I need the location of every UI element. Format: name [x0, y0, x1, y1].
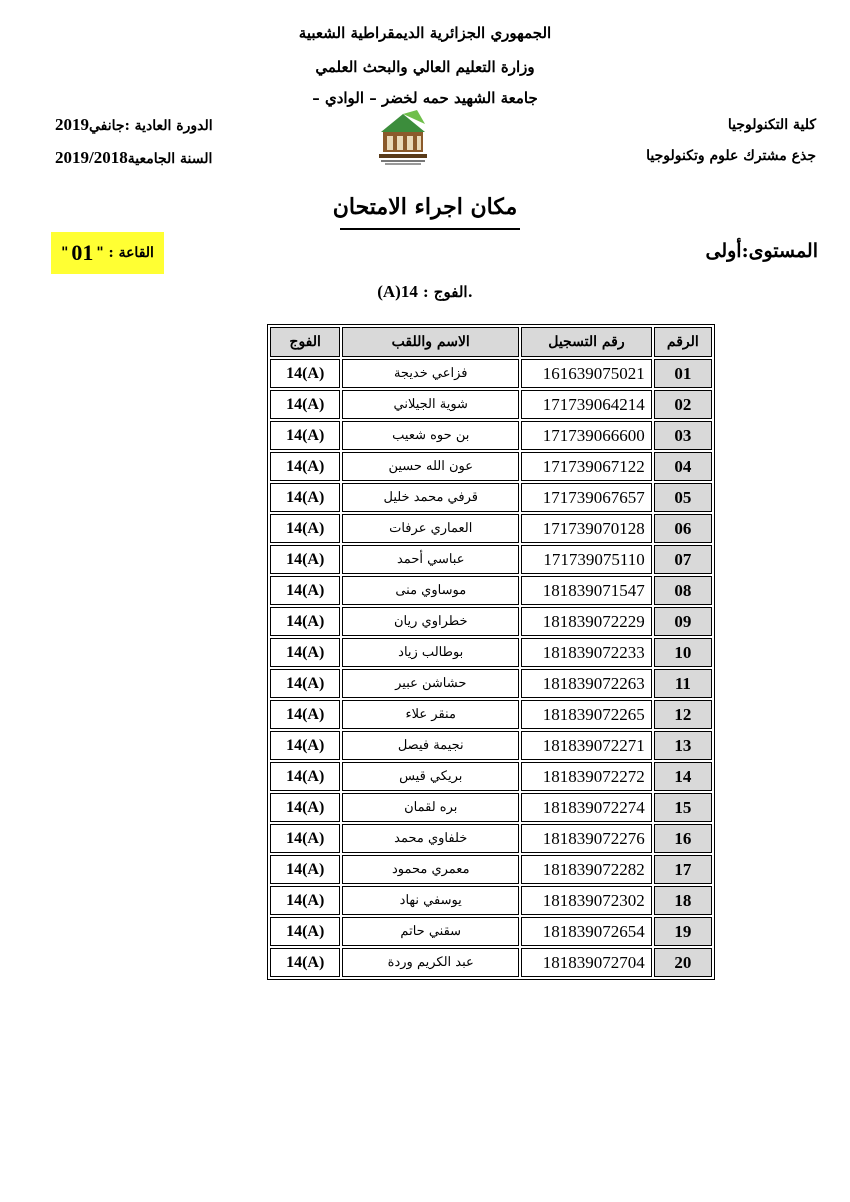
- table-row: [270, 824, 712, 853]
- student-name: سقني حاتم: [342, 917, 519, 946]
- table-row: [270, 917, 712, 946]
- student-name: معمري محمود: [342, 855, 519, 884]
- row-number: 15: [654, 793, 712, 822]
- header-number: الرقم: [654, 327, 712, 357]
- row-number: 07: [654, 545, 712, 574]
- table-row: [270, 452, 712, 481]
- table-row: [270, 948, 712, 977]
- registration-number: 181839072302: [521, 886, 652, 915]
- student-name: خلفاوي محمد: [342, 824, 519, 853]
- student-name: يوسفي نهاد: [342, 886, 519, 915]
- table-row: [270, 762, 712, 791]
- row-number: 13: [654, 731, 712, 760]
- student-name: بريكي قيس: [342, 762, 519, 791]
- table-row: [270, 731, 712, 760]
- group-cell: 14(A): [270, 514, 340, 543]
- student-name: خطراوي ريان: [342, 607, 519, 636]
- table-row: [270, 607, 712, 636]
- row-number: 04: [654, 452, 712, 481]
- table-row: [270, 700, 712, 729]
- group-cell: 14(A): [270, 421, 340, 450]
- header-registration: رقم التسجيل: [521, 327, 652, 357]
- university-logo-icon: [373, 110, 433, 166]
- registration-number: 171739070128: [521, 514, 652, 543]
- student-name: نجيمة فيصل: [342, 731, 519, 760]
- group-cell: 14(A): [270, 700, 340, 729]
- row-number: 12: [654, 700, 712, 729]
- room-close-quote: ": [61, 245, 69, 261]
- registration-number: 171739064214: [521, 390, 652, 419]
- group-cell: 14(A): [270, 452, 340, 481]
- header-republic: الجمهوري الجزائرية الديمقراطية الشعبية: [298, 24, 552, 42]
- group-cell: 14(A): [270, 917, 340, 946]
- row-number: 03: [654, 421, 712, 450]
- registration-number: 181839071547: [521, 576, 652, 605]
- academic-year: [55, 148, 225, 168]
- row-number: 14: [654, 762, 712, 791]
- registration-number: 161639075021: [521, 359, 652, 388]
- group-cell: 14(A): [270, 638, 340, 667]
- student-name: منقر علاء: [342, 700, 519, 729]
- table-row: [270, 638, 712, 667]
- group-cell: 14(A): [270, 483, 340, 512]
- student-name: قرفي محمد خليل: [342, 483, 519, 512]
- year-value: 2019/2018: [55, 148, 128, 167]
- group-value: 14(A): [377, 282, 418, 301]
- group-line: [0, 282, 850, 302]
- group-cell: 14(A): [270, 731, 340, 760]
- table-row: [270, 576, 712, 605]
- header-ministry: وزارة التعليم العالي والبحث العلمي: [315, 58, 535, 76]
- student-name: عون الله حسين: [342, 452, 519, 481]
- exam-session: [55, 115, 225, 135]
- students-table: [267, 324, 715, 980]
- group-cell: 14(A): [270, 545, 340, 574]
- registration-number: 181839072272: [521, 762, 652, 791]
- row-number: 09: [654, 607, 712, 636]
- table-row: [270, 359, 712, 388]
- student-name: فزاعي خديجة: [342, 359, 519, 388]
- student-name: بوطالب زياد: [342, 638, 519, 667]
- row-number: 11: [654, 669, 712, 698]
- registration-number: 171739066600: [521, 421, 652, 450]
- row-number: 10: [654, 638, 712, 667]
- group-cell: 14(A): [270, 607, 340, 636]
- registration-number: 181839072233: [521, 638, 652, 667]
- room-label: القاعة : ": [96, 245, 154, 261]
- student-name: حشاشن عبير: [342, 669, 519, 698]
- student-name: بره لقمان: [342, 793, 519, 822]
- session-label: الدورة العادية :جانفي: [89, 118, 213, 134]
- group-cell: 14(A): [270, 855, 340, 884]
- student-name: عباسي أحمد: [342, 545, 519, 574]
- table-row: [270, 390, 712, 419]
- student-name: العماري عرفات: [342, 514, 519, 543]
- header-name: الاسم واللقب: [342, 327, 519, 357]
- group-cell: 14(A): [270, 359, 340, 388]
- group-cell: 14(A): [270, 793, 340, 822]
- row-number: 19: [654, 917, 712, 946]
- row-number: 08: [654, 576, 712, 605]
- group-cell: 14(A): [270, 390, 340, 419]
- room-badge: [51, 232, 164, 274]
- group-cell: 14(A): [270, 576, 340, 605]
- registration-number: 181839072704: [521, 948, 652, 977]
- registration-number: 181839072282: [521, 855, 652, 884]
- group-cell: 14(A): [270, 948, 340, 977]
- student-name: شوية الجيلاني: [342, 390, 519, 419]
- table-row: [270, 514, 712, 543]
- row-number: 06: [654, 514, 712, 543]
- registration-number: 171739067122: [521, 452, 652, 481]
- table-row: [270, 886, 712, 915]
- group-cell: 14(A): [270, 824, 340, 853]
- registration-number: 181839072276: [521, 824, 652, 853]
- table-row: [270, 669, 712, 698]
- header-university: جامعة الشهيد حمه لخضر – الوادي –: [312, 89, 538, 107]
- year-label: السنة الجامعية: [127, 151, 213, 167]
- group-cell: 14(A): [270, 886, 340, 915]
- department-name: جذع مشترك علوم وتكنولوجيا: [646, 148, 816, 164]
- table-row: [270, 483, 712, 512]
- group-cell: 14(A): [270, 669, 340, 698]
- session-year: 2019: [55, 115, 89, 134]
- registration-number: 181839072229: [521, 607, 652, 636]
- registration-number: 181839072654: [521, 917, 652, 946]
- row-number: 02: [654, 390, 712, 419]
- registration-number: 171739067657: [521, 483, 652, 512]
- registration-number: 171739075110: [521, 545, 652, 574]
- row-number: 16: [654, 824, 712, 853]
- row-number: 20: [654, 948, 712, 977]
- table-header-row: [270, 327, 712, 357]
- page-title: مكان اجراء الامتحان: [332, 194, 518, 220]
- table-row: [270, 793, 712, 822]
- registration-number: 181839072265: [521, 700, 652, 729]
- registration-number: 181839072263: [521, 669, 652, 698]
- student-name: بن حوه شعيب: [342, 421, 519, 450]
- group-cell: 14(A): [270, 762, 340, 791]
- row-number: 18: [654, 886, 712, 915]
- room-number: 01: [71, 240, 94, 265]
- table-row: [270, 855, 712, 884]
- row-number: 17: [654, 855, 712, 884]
- table-row: [270, 545, 712, 574]
- row-number: 05: [654, 483, 712, 512]
- group-label: .الفوج :: [423, 283, 473, 301]
- level-label: المستوى:أولى: [705, 240, 818, 262]
- faculty-name: كلية التكنولوجيا: [727, 117, 816, 133]
- table-row: [270, 421, 712, 450]
- header-group: الفوج: [270, 327, 340, 357]
- student-name: موساوي منى: [342, 576, 519, 605]
- row-number: 01: [654, 359, 712, 388]
- registration-number: 181839072271: [521, 731, 652, 760]
- title-underline: [340, 228, 520, 230]
- student-name: عبد الكريم وردة: [342, 948, 519, 977]
- registration-number: 181839072274: [521, 793, 652, 822]
